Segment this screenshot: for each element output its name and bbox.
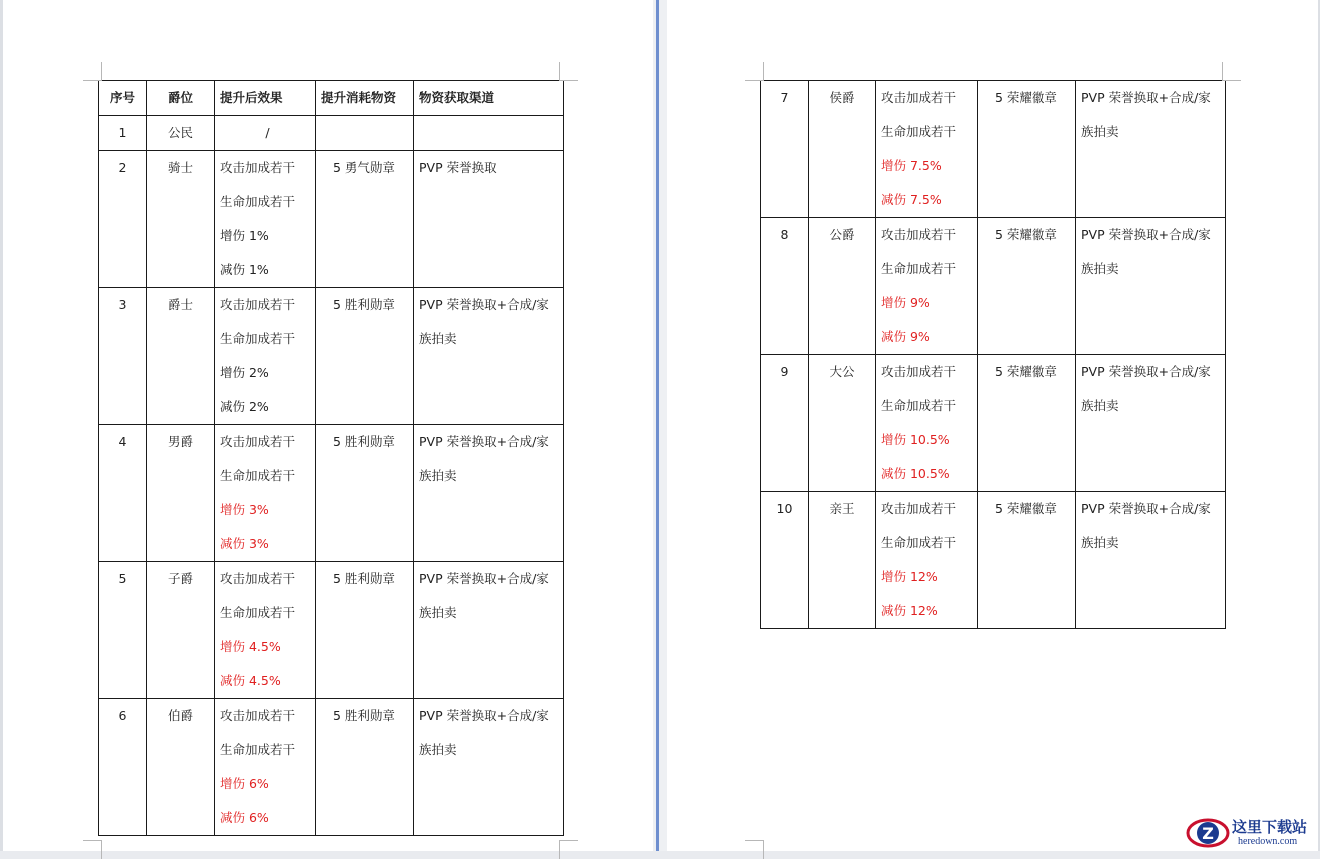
source-line: 族拍卖 xyxy=(419,605,457,620)
effect-line: 攻击加成若干 xyxy=(220,708,296,723)
effect-line: 生命加成若干 xyxy=(881,398,957,413)
table-header-row xyxy=(99,81,564,116)
effect-cell xyxy=(876,492,978,629)
rank-number: 4 xyxy=(118,434,127,449)
header-rank: 爵位 xyxy=(147,81,215,116)
effect-line: 攻击加成若干 xyxy=(220,434,296,449)
source-line: 族拍卖 xyxy=(1081,124,1119,139)
cost-cell xyxy=(978,81,1076,218)
rank-number-cell xyxy=(99,151,147,288)
rank-number-cell xyxy=(761,355,809,492)
source-cell xyxy=(414,116,564,151)
header-cost: 提升消耗物资 xyxy=(316,81,414,116)
effect-line: 增伤 4.5% xyxy=(220,639,281,654)
cost-cell xyxy=(316,562,414,699)
effect-line: 减伤 9% xyxy=(881,329,930,344)
cost-text: 5 荣耀徽章 xyxy=(995,501,1057,516)
rank-number: 5 xyxy=(118,571,127,586)
effect-line: 增伤 2% xyxy=(220,365,269,380)
cost-text: 5 荣耀徽章 xyxy=(995,90,1057,105)
effect-line: 减伤 2% xyxy=(220,399,269,414)
rank-name-cell xyxy=(147,699,215,836)
effect-line: 增伤 3% xyxy=(220,502,269,517)
effect-line: 生命加成若干 xyxy=(881,124,957,139)
rank-name-cell xyxy=(809,81,876,218)
table-row xyxy=(99,562,564,699)
rank-number-cell xyxy=(99,562,147,699)
cost-text: 5 胜利勋章 xyxy=(333,708,395,723)
effect-line: 减伤 12% xyxy=(881,603,938,618)
source-line: PVP 荣誉换取+合成/家 xyxy=(1081,364,1211,379)
effect-line: / xyxy=(265,125,270,140)
effect-line: 攻击加成若干 xyxy=(881,227,957,242)
effect-line: 生命加成若干 xyxy=(220,605,296,620)
cost-cell xyxy=(978,355,1076,492)
effect-line: 攻击加成若干 xyxy=(220,160,296,175)
source-line: PVP 荣誉换取+合成/家 xyxy=(1081,501,1211,516)
rank-number-cell xyxy=(99,699,147,836)
effect-line: 减伤 7.5% xyxy=(881,192,942,207)
page-separator xyxy=(653,0,667,851)
table-row xyxy=(99,699,564,836)
effect-line: 攻击加成若干 xyxy=(881,501,957,516)
effect-cell xyxy=(876,81,978,218)
cost-text: 5 胜利勋章 xyxy=(333,297,395,312)
source-line: PVP 荣誉换取+合成/家 xyxy=(1081,90,1211,105)
rank-name: 骑士 xyxy=(167,160,193,175)
site-watermark-logo xyxy=(1186,812,1320,851)
rank-name: 伯爵 xyxy=(167,708,193,723)
margin-mark xyxy=(559,62,578,81)
effect-cell xyxy=(215,116,316,151)
effect-cell xyxy=(215,699,316,836)
rank-name-cell xyxy=(809,218,876,355)
rank-number: 9 xyxy=(780,364,789,379)
effect-line: 攻击加成若干 xyxy=(220,571,296,586)
rank-table-part-1 xyxy=(98,80,564,836)
table-row xyxy=(761,355,1226,492)
source-line: 族拍卖 xyxy=(419,331,457,346)
rank-number: 8 xyxy=(780,227,789,242)
effect-line: 减伤 10.5% xyxy=(881,466,950,481)
effect-line: 增伤 6% xyxy=(220,776,269,791)
cost-text: 5 胜利勋章 xyxy=(333,571,395,586)
rank-name-cell xyxy=(147,562,215,699)
source-cell xyxy=(1076,218,1226,355)
source-cell xyxy=(414,699,564,836)
rank-number-cell xyxy=(761,218,809,355)
rank-number-cell xyxy=(761,81,809,218)
rank-number-cell xyxy=(99,116,147,151)
margin-mark xyxy=(83,62,102,81)
document-page-left xyxy=(0,0,653,851)
rank-number-cell xyxy=(99,288,147,425)
rank-name: 公爵 xyxy=(829,227,855,242)
effect-cell xyxy=(876,218,978,355)
watermark-site-url: heredown.com xyxy=(1238,836,1298,847)
table-row xyxy=(99,116,564,151)
header-effect: 提升后效果 xyxy=(215,81,316,116)
source-line: PVP 荣誉换取+合成/家 xyxy=(419,708,549,723)
source-line: PVP 荣誉换取+合成/家 xyxy=(1081,227,1211,242)
effect-line: 生命加成若干 xyxy=(220,331,296,346)
effect-line: 增伤 12% xyxy=(881,569,938,584)
rank-number: 2 xyxy=(118,160,127,175)
rank-name-cell xyxy=(809,355,876,492)
header-no: 序号 xyxy=(99,81,147,116)
margin-mark xyxy=(83,840,102,859)
effect-cell xyxy=(876,355,978,492)
effect-line: 增伤 10.5% xyxy=(881,432,950,447)
source-line: 族拍卖 xyxy=(1081,535,1119,550)
effect-line: 生命加成若干 xyxy=(881,535,957,550)
effect-cell xyxy=(215,288,316,425)
rank-number-cell xyxy=(99,425,147,562)
source-cell xyxy=(1076,492,1226,629)
rank-number: 1 xyxy=(118,125,127,140)
cost-cell xyxy=(316,288,414,425)
source-line: 族拍卖 xyxy=(419,742,457,757)
z-logo-icon xyxy=(1186,814,1230,850)
effect-line: 攻击加成若干 xyxy=(881,90,957,105)
rank-name: 爵士 xyxy=(167,297,193,312)
source-line: PVP 荣誉换取+合成/家 xyxy=(419,297,549,312)
effect-line: 生命加成若干 xyxy=(220,468,296,483)
source-cell xyxy=(414,151,564,288)
cost-text xyxy=(333,116,413,150)
effect-cell xyxy=(215,562,316,699)
effect-line: 减伤 1% xyxy=(220,262,269,277)
rank-name: 侯爵 xyxy=(829,90,855,105)
margin-mark xyxy=(745,840,764,859)
rank-number: 6 xyxy=(118,708,127,723)
cost-text: 5 胜利勋章 xyxy=(333,434,395,449)
rank-name-cell xyxy=(147,425,215,562)
source-line: PVP 荣誉换取+合成/家 xyxy=(419,571,549,586)
effect-line: 减伤 3% xyxy=(220,536,269,551)
effect-line: 生命加成若干 xyxy=(220,194,296,209)
effect-line: 减伤 4.5% xyxy=(220,673,281,688)
source-cell xyxy=(414,562,564,699)
table-row xyxy=(99,425,564,562)
source-line: 族拍卖 xyxy=(1081,398,1119,413)
rank-name: 子爵 xyxy=(167,571,193,586)
cost-cell xyxy=(978,218,1076,355)
rank-number: 10 xyxy=(776,501,793,516)
rank-name-cell xyxy=(809,492,876,629)
rank-name-cell xyxy=(147,288,215,425)
effect-line: 生命加成若干 xyxy=(881,261,957,276)
margin-mark xyxy=(559,840,578,859)
table-row xyxy=(761,218,1226,355)
rank-name-cell xyxy=(147,116,215,151)
rank-name: 公民 xyxy=(167,125,193,140)
margin-mark xyxy=(1222,62,1241,81)
source-cell xyxy=(414,288,564,425)
watermark-site-name: 这里下载站 xyxy=(1232,818,1308,836)
rank-name: 大公 xyxy=(829,364,855,379)
rank-number-cell xyxy=(761,492,809,629)
margin-mark xyxy=(745,62,764,81)
source-line: PVP 荣誉换取+合成/家 xyxy=(419,434,549,449)
cost-cell xyxy=(316,425,414,562)
effect-cell xyxy=(215,425,316,562)
rank-table-part-2 xyxy=(760,80,1226,629)
effect-line: 生命加成若干 xyxy=(220,742,296,757)
cost-cell xyxy=(316,151,414,288)
cost-text: 5 荣耀徽章 xyxy=(995,364,1057,379)
source-cell xyxy=(1076,355,1226,492)
cost-cell xyxy=(978,492,1076,629)
cost-cell xyxy=(316,116,414,151)
rank-number: 7 xyxy=(780,90,789,105)
table-row xyxy=(99,151,564,288)
cost-text: 5 荣耀徽章 xyxy=(995,227,1057,242)
effect-line: 减伤 6% xyxy=(220,810,269,825)
source-line: 族拍卖 xyxy=(1081,261,1119,276)
document-page-right xyxy=(667,0,1320,851)
rank-name-cell xyxy=(147,151,215,288)
table-row xyxy=(761,492,1226,629)
source-line: PVP 荣誉换取 xyxy=(419,160,497,175)
cost-cell xyxy=(316,699,414,836)
source-cell xyxy=(414,425,564,562)
header-source: 物资获取渠道 xyxy=(414,81,564,116)
effect-cell xyxy=(215,151,316,288)
rank-number: 3 xyxy=(118,297,127,312)
table-row xyxy=(761,81,1226,218)
effect-line: 增伤 1% xyxy=(220,228,269,243)
source-line: 族拍卖 xyxy=(419,468,457,483)
effect-line: 攻击加成若干 xyxy=(881,364,957,379)
table-row xyxy=(99,288,564,425)
rank-name: 男爵 xyxy=(167,434,193,449)
effect-line: 增伤 9% xyxy=(881,295,930,310)
rank-name: 亲王 xyxy=(829,501,855,516)
cost-text: 5 勇气勋章 xyxy=(333,160,395,175)
effect-line: 增伤 7.5% xyxy=(881,158,942,173)
source-cell xyxy=(1076,81,1226,218)
svg-text:Z: Z xyxy=(1202,824,1214,843)
effect-line: 攻击加成若干 xyxy=(220,297,296,312)
